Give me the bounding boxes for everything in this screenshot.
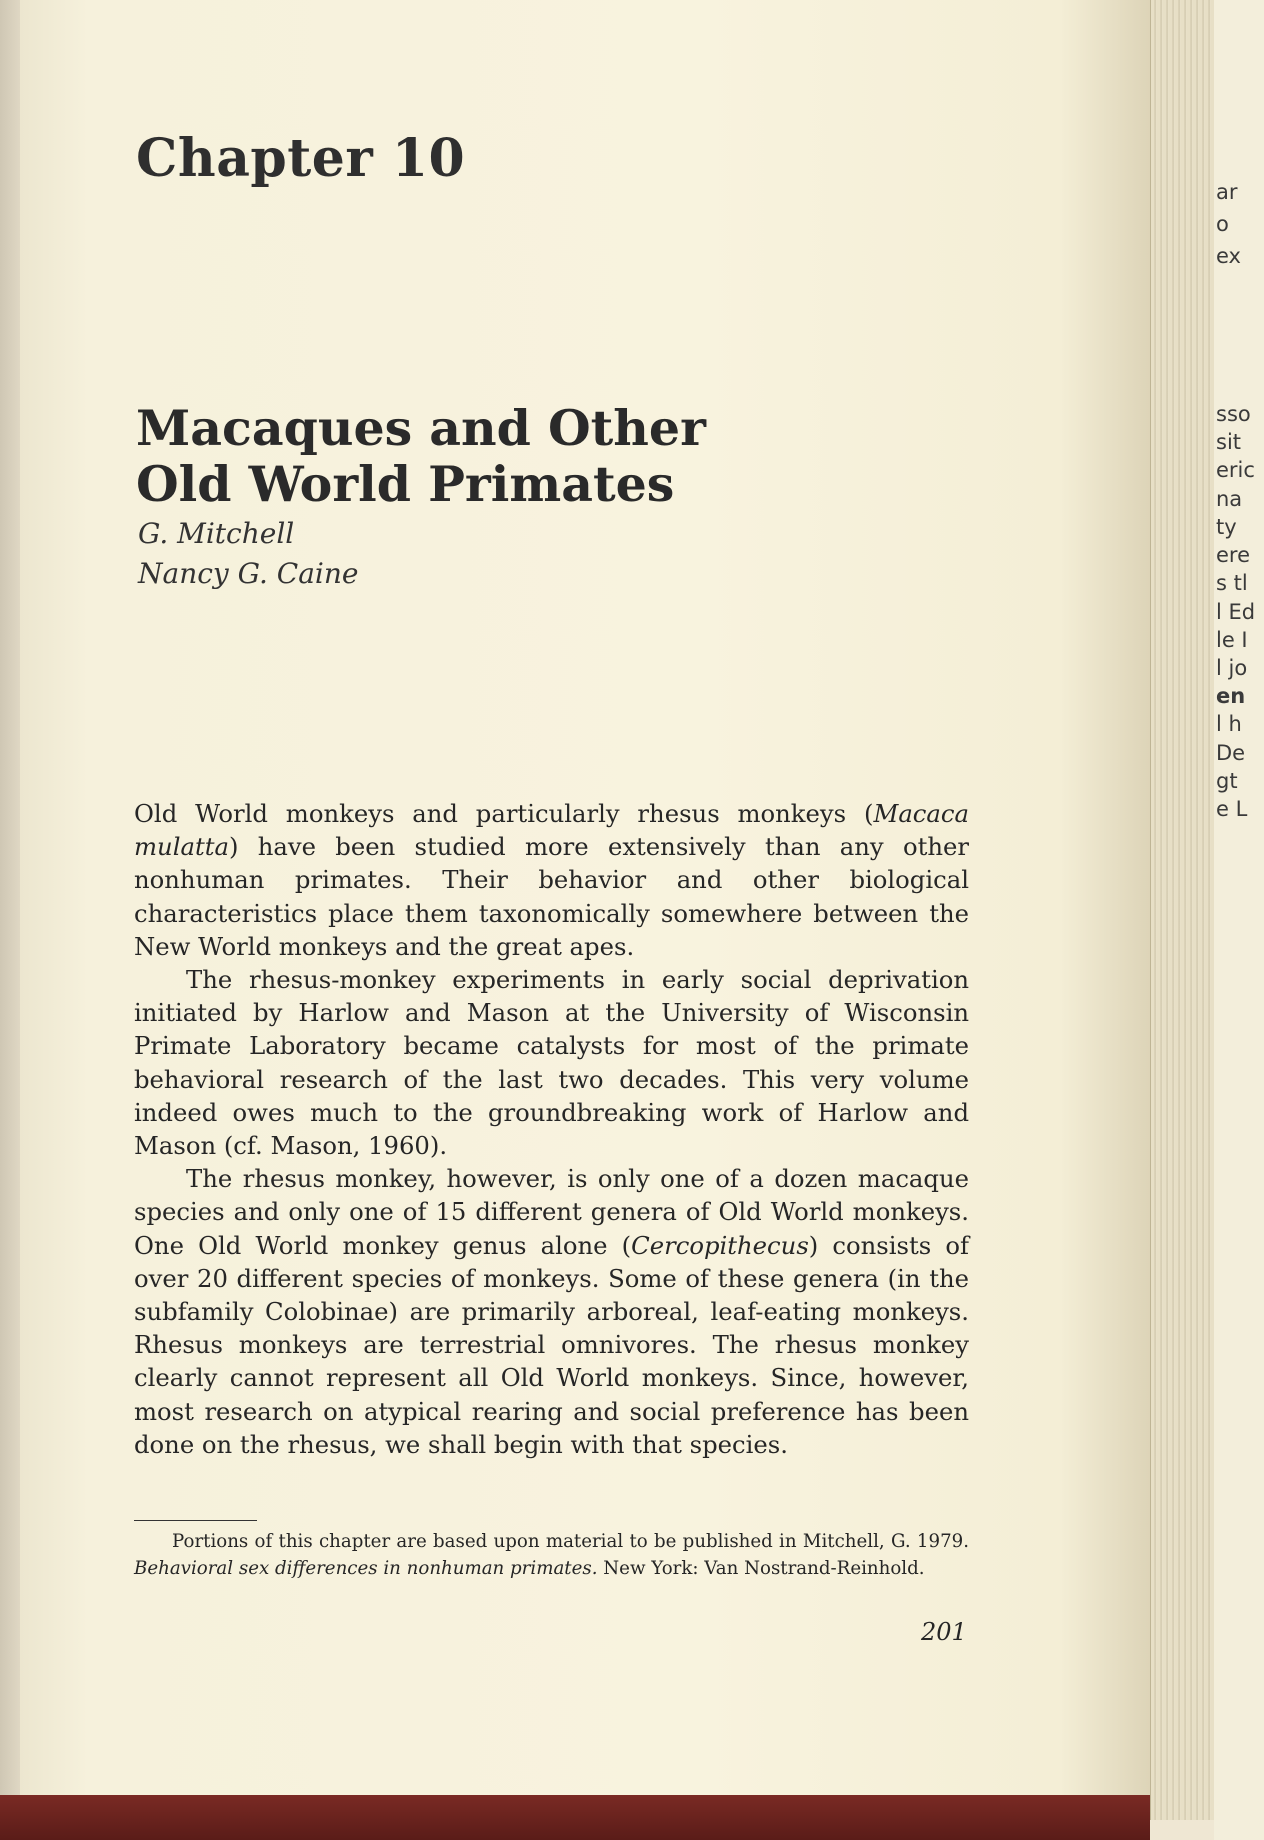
adjacent-page-fragment: gt xyxy=(1216,769,1238,793)
adjacent-page-fragment: eric xyxy=(1216,458,1255,482)
adjacent-page-fragment: l h xyxy=(1216,712,1242,736)
chapter-heading: Chapter 10 xyxy=(136,128,466,189)
footnote-book-title: Behavioral sex differences in nonhuman primates. xyxy=(134,1558,598,1579)
footnote-rule xyxy=(134,1520,257,1521)
chapter-title xyxy=(136,400,706,512)
adjacent-page-fragment: l Ed xyxy=(1216,600,1256,624)
italic-term: Cercopithecus xyxy=(631,1230,809,1260)
adjacent-page-fragment: ar xyxy=(1216,180,1238,204)
adjacent-page-fragment: sit xyxy=(1216,430,1242,454)
chapter-title-line-1: Macaques and Other xyxy=(136,399,706,457)
adjacent-page-fragment: na xyxy=(1216,487,1243,511)
adjacent-page-fragment: ex xyxy=(1216,244,1241,268)
author-2: Nancy G. Caine xyxy=(138,557,359,590)
body-text xyxy=(134,797,969,1461)
adjacent-page-fragment: s tl xyxy=(1216,571,1248,595)
page-number: 201 xyxy=(921,1618,967,1646)
footnote xyxy=(134,1528,969,1582)
footnote-text-1: Portions of this chapter are based upon material to be published in Mitchell, G. 1979. xyxy=(172,1531,969,1552)
paragraph-3: The rhesus monkey, however, is only one of a dozen macaque species and only one of 15 different genera of Old World monkeys. One Old World monkey genus alone (Cercopithecus) consists of over 20 different species of monkeys. Some of these genera (in the subfamily Colobinae) are primarily arboreal, leaf-eating monkeys. Rhesus monkeys are terrestrial omnivores. The rhesus monkey clearly cannot represent all Old World monkeys. Since, however, most research on atypical rearing and social preference has been done on the rhesus, we shall begin with that species. xyxy=(134,1164,969,1459)
author-1: G. Mitchell xyxy=(138,517,295,550)
adjacent-page-fragment: sso xyxy=(1216,402,1251,426)
paragraph-1: Old World monkeys and particularly rhesus monkeys (Macaca mulatta) have been studied more extensively than any other nonhuman primates. Their behavior and other biological characteristics place them taxonomically somewhere between the New World monkeys and the great apes. xyxy=(134,799,969,961)
footnote-text-2: New York: Van Nostrand-Reinhold. xyxy=(597,1558,925,1579)
adjacent-page-fragment: o xyxy=(1216,212,1229,236)
adjacent-page-fragment: ty xyxy=(1216,515,1237,539)
paragraph-2: The rhesus-monkey experiments in early social deprivation initiated by Harlow and Mason at the University of Wisconsin Primate Laboratory became catalysts for most of the primate behavioral research of the last two decades. This very volume indeed owes much to the groundbreaking work of Harlow and Mason (cf. Mason, 1960). xyxy=(134,965,969,1161)
adjacent-page-fragment: De xyxy=(1216,741,1246,765)
italic-term: Macaca mulatta xyxy=(134,799,969,862)
chapter-title-line-2: Old World Primates xyxy=(136,455,675,513)
adjacent-page-fragment: le I xyxy=(1216,628,1248,652)
page-edges xyxy=(1150,0,1215,1820)
adjacent-page xyxy=(1214,0,1264,1840)
adjacent-page-fragment: en xyxy=(1216,684,1246,708)
adjacent-page-fragment: e L xyxy=(1216,797,1248,821)
adjacent-page-fragment: l jo xyxy=(1216,656,1248,680)
authors xyxy=(138,514,358,594)
book-binding xyxy=(0,1795,1150,1840)
adjacent-page-fragment: ere xyxy=(1216,543,1251,567)
